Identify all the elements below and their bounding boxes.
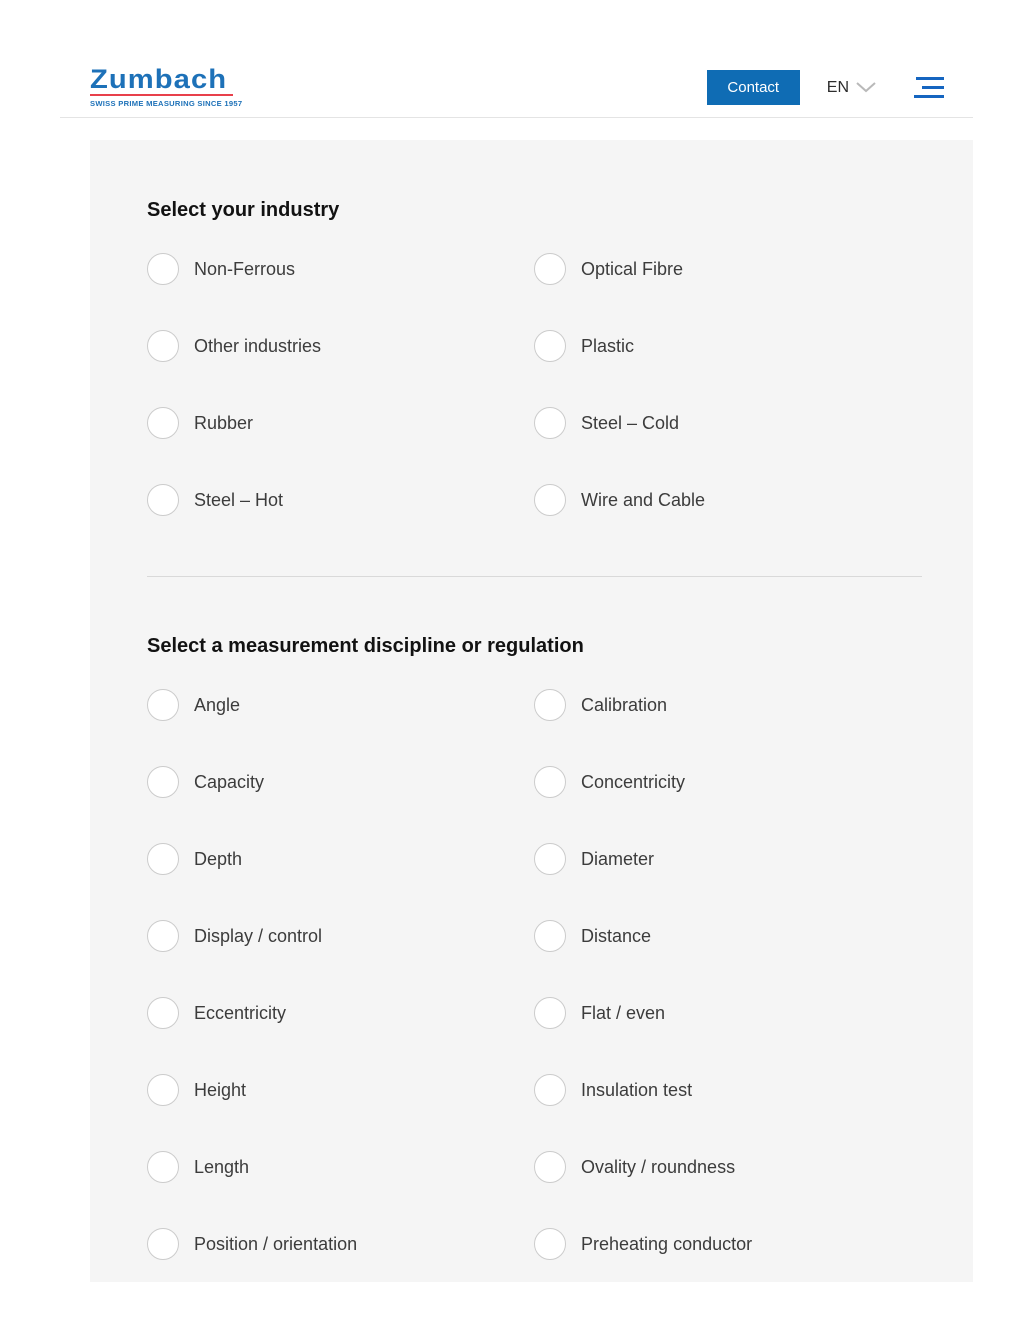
radio-button-icon[interactable] [147, 920, 179, 952]
radio-option[interactable] [534, 842, 922, 876]
zumbach-logo[interactable] [90, 64, 243, 108]
radio-option[interactable] [534, 1150, 922, 1184]
radio-option-label: Distance [581, 926, 652, 946]
radio-option[interactable] [147, 1227, 534, 1261]
radio-option-label: Steel – Hot [194, 490, 284, 510]
radio-option-label: Non-Ferrous [194, 259, 296, 279]
radio-button-icon[interactable] [534, 330, 566, 362]
chevron-down-icon [856, 82, 876, 93]
discipline-section [147, 634, 922, 1261]
selector-panel [90, 140, 973, 1282]
radio-option[interactable] [147, 1150, 534, 1184]
radio-button-icon[interactable] [147, 1074, 179, 1106]
radio-option[interactable] [147, 1073, 534, 1107]
radio-option[interactable] [534, 996, 922, 1030]
radio-button-icon[interactable] [147, 1228, 179, 1260]
radio-button-icon[interactable] [534, 920, 566, 952]
logo-wordmark: Zumbach [90, 64, 228, 94]
discipline-options [147, 688, 922, 1261]
radio-option[interactable] [147, 252, 534, 286]
radio-option[interactable] [534, 329, 922, 363]
radio-option-label: Position / orientation [194, 1234, 358, 1254]
hamburger-bar [916, 77, 944, 80]
radio-option-label: Concentricity [581, 772, 686, 792]
radio-option-label: Rubber [194, 413, 254, 433]
radio-option-label: Optical Fibre [581, 259, 684, 279]
radio-option[interactable] [147, 996, 534, 1030]
radio-option-label: Plastic [581, 336, 635, 356]
radio-button-icon[interactable] [534, 689, 566, 721]
radio-button-icon[interactable] [534, 997, 566, 1029]
radio-button-icon[interactable] [147, 253, 179, 285]
radio-button-icon[interactable] [147, 1151, 179, 1183]
radio-option[interactable] [147, 483, 534, 517]
hamburger-menu-icon[interactable] [914, 75, 944, 100]
logo-red-rule [90, 94, 233, 96]
radio-option-label: Length [194, 1157, 250, 1177]
radio-option-label: Display / control [194, 926, 323, 946]
radio-option-label: Ovality / roundness [581, 1157, 736, 1177]
radio-option-label: Depth [194, 849, 243, 869]
radio-button-icon[interactable] [147, 689, 179, 721]
radio-option-label: Height [194, 1080, 247, 1100]
radio-option[interactable] [534, 765, 922, 799]
radio-button-icon[interactable] [534, 1228, 566, 1260]
radio-button-icon[interactable] [147, 997, 179, 1029]
language-code: EN [826, 78, 849, 96]
radio-option-label: Preheating conductor [581, 1234, 753, 1254]
radio-option[interactable] [147, 329, 534, 363]
radio-option-label: Diameter [581, 849, 655, 869]
industry-section [147, 198, 922, 517]
language-selector[interactable] [827, 79, 876, 97]
radio-button-icon[interactable] [534, 253, 566, 285]
radio-option[interactable] [534, 688, 922, 722]
radio-option-label: Insulation test [581, 1080, 693, 1100]
radio-button-icon[interactable] [147, 330, 179, 362]
radio-option[interactable] [534, 406, 922, 440]
section-divider [147, 576, 922, 577]
radio-button-icon[interactable] [534, 1074, 566, 1106]
radio-option[interactable] [147, 406, 534, 440]
radio-option[interactable] [147, 919, 534, 953]
industry-options [147, 252, 922, 517]
radio-option-label: Wire and Cable [581, 490, 706, 510]
radio-option[interactable] [534, 1227, 922, 1261]
radio-button-icon[interactable] [147, 843, 179, 875]
radio-button-icon[interactable] [147, 407, 179, 439]
page [60, 58, 973, 1282]
radio-option-label: Steel – Cold [581, 413, 680, 433]
radio-option[interactable] [534, 1073, 922, 1107]
radio-button-icon[interactable] [534, 843, 566, 875]
radio-button-icon[interactable] [147, 766, 179, 798]
radio-button-icon[interactable] [534, 407, 566, 439]
radio-button-icon[interactable] [147, 484, 179, 516]
radio-option[interactable] [534, 483, 922, 517]
industry-heading: Select your industry [147, 199, 340, 221]
hamburger-bar [914, 95, 944, 98]
radio-button-icon[interactable] [534, 1151, 566, 1183]
radio-option-label: Flat / even [581, 1003, 666, 1023]
header-actions [707, 70, 944, 105]
radio-option-label: Angle [194, 695, 241, 715]
site-header [60, 58, 973, 118]
radio-button-icon[interactable] [534, 484, 566, 516]
radio-option-label: Eccentricity [194, 1003, 287, 1023]
radio-option[interactable] [147, 765, 534, 799]
logo-tagline: SWISS PRIME MEASURING SINCE 1957 [90, 99, 243, 108]
radio-option[interactable] [147, 842, 534, 876]
radio-option[interactable] [534, 252, 922, 286]
radio-button-icon[interactable] [534, 766, 566, 798]
radio-option[interactable] [147, 688, 534, 722]
contact-button[interactable]: Contact [707, 70, 800, 105]
radio-option[interactable] [534, 919, 922, 953]
hamburger-bar [922, 86, 944, 89]
radio-option-label: Calibration [581, 695, 668, 715]
radio-option-label: Capacity [194, 772, 265, 792]
discipline-heading: Select a measurement discipline or regulation [147, 635, 584, 657]
radio-option-label: Other industries [194, 336, 322, 356]
